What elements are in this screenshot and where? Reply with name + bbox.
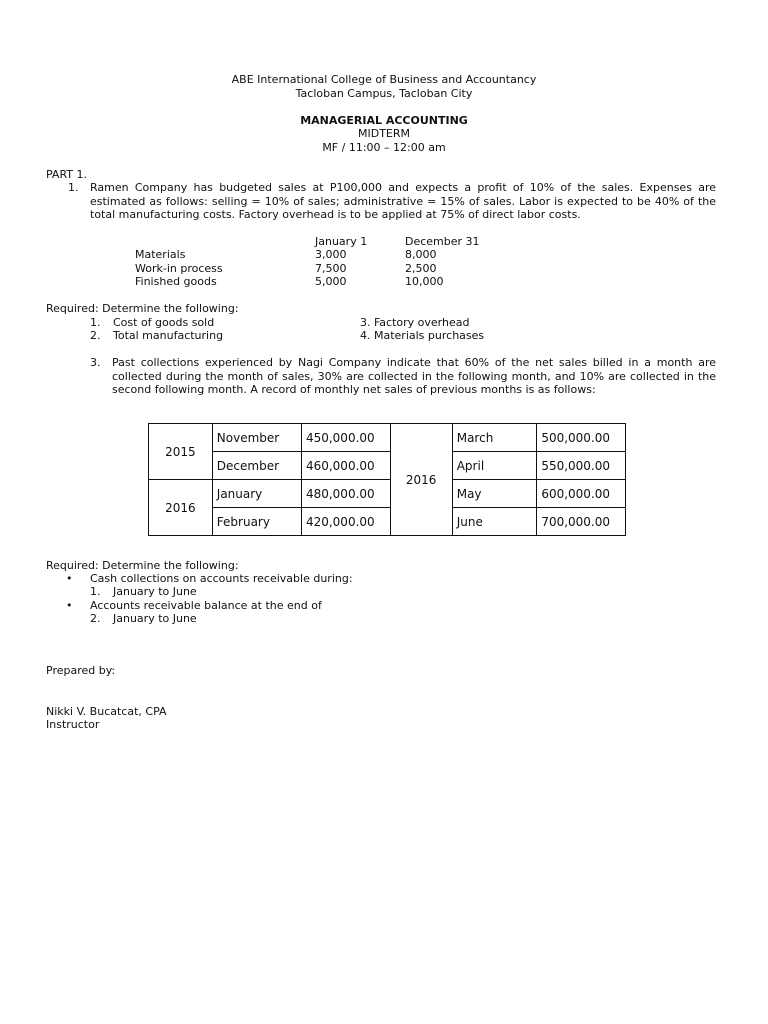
inventory-value: 8,000 bbox=[405, 248, 437, 261]
part-label: PART 1. bbox=[46, 168, 88, 181]
preparer-name: Nikki V. Bucatcat, CPA bbox=[46, 705, 167, 718]
inventory-value: 3,000 bbox=[315, 248, 347, 261]
inventory-row-label: Work-in process bbox=[135, 262, 223, 275]
prepared-by-label: Prepared by: bbox=[46, 664, 116, 677]
required-sub-item: January to June bbox=[113, 585, 197, 598]
month-cell: April bbox=[452, 452, 537, 480]
required-sub-number: 1. bbox=[90, 585, 101, 598]
q1-text: Ramen Company has budgeted sales at P100,000 and expects a profit of 10% of the sales. Expenses are estimated as follows: selling = 10% of sales; administrative = 15% of sales. Labor is expected to be 40% of the total manufacturing costs. Factory overhead is to be applied at 75% of direct labor costs. bbox=[90, 181, 716, 221]
bullet: • bbox=[66, 572, 73, 585]
inventory-row-label: Finished goods bbox=[135, 275, 217, 288]
required-bullet-item: Cash collections on accounts receivable during: bbox=[90, 572, 353, 585]
amount-cell: 600,000.00 bbox=[537, 480, 626, 508]
q3-text: Past collections experienced by Nagi Company indicate that 60% of the net sales billed in a month are collected during the month of sales, 30% are collected in the following month, and 10% are collected in the second following month. A record of monthly net sales of previous months is as follows: bbox=[112, 356, 716, 396]
table-row bbox=[149, 480, 626, 508]
year-cell: 2016 bbox=[390, 424, 452, 536]
table-row bbox=[149, 508, 626, 536]
month-cell: December bbox=[212, 452, 301, 480]
exam-schedule: MF / 11:00 – 12:00 am bbox=[322, 141, 446, 154]
required-item: 3. Factory overhead bbox=[360, 316, 470, 329]
preparer-title: Instructor bbox=[46, 718, 100, 731]
month-cell: November bbox=[212, 424, 301, 452]
bullet: • bbox=[66, 599, 73, 612]
inventory-value: 10,000 bbox=[405, 275, 444, 288]
month-cell: February bbox=[212, 508, 301, 536]
required-heading: Required: Determine the following: bbox=[46, 302, 239, 315]
amount-cell: 700,000.00 bbox=[537, 508, 626, 536]
required-item-number: 1. bbox=[90, 316, 101, 329]
institution-name: ABE International College of Business and Accountancy bbox=[231, 73, 537, 86]
amount-cell: 420,000.00 bbox=[301, 508, 390, 536]
q1-number: 1. bbox=[68, 181, 79, 194]
inventory-value: 5,000 bbox=[315, 275, 347, 288]
amount-cell: 480,000.00 bbox=[301, 480, 390, 508]
required-sub-item: January to June bbox=[113, 612, 197, 625]
inventory-value: 7,500 bbox=[315, 262, 347, 275]
required-item: Total manufacturing bbox=[113, 329, 224, 342]
q3-number: 3. bbox=[90, 356, 101, 369]
amount-cell: 460,000.00 bbox=[301, 452, 390, 480]
amount-cell: 500,000.00 bbox=[537, 424, 626, 452]
month-cell: January bbox=[212, 480, 301, 508]
inventory-col-december: December 31 bbox=[405, 235, 480, 248]
table-row bbox=[149, 452, 626, 480]
exam-type: MIDTERM bbox=[357, 127, 410, 140]
campus-name: Tacloban Campus, Tacloban City bbox=[295, 87, 473, 100]
required-heading: Required: Determine the following: bbox=[46, 559, 239, 572]
table-row bbox=[149, 424, 626, 452]
amount-cell: 450,000.00 bbox=[301, 424, 390, 452]
inventory-col-january: January 1 bbox=[315, 235, 368, 248]
inventory-row-label: Materials bbox=[135, 248, 186, 261]
month-cell: May bbox=[452, 480, 537, 508]
required-bullet-item: Accounts receivable balance at the end of bbox=[90, 599, 322, 612]
required-item: 4. Materials purchases bbox=[360, 329, 485, 342]
inventory-value: 2,500 bbox=[405, 262, 437, 275]
year-cell: 2016 bbox=[149, 480, 213, 536]
amount-cell: 550,000.00 bbox=[537, 452, 626, 480]
year-cell: 2015 bbox=[149, 424, 213, 480]
course-title: MANAGERIAL ACCOUNTING bbox=[300, 114, 468, 127]
required-sub-number: 2. bbox=[90, 612, 101, 625]
monthly-sales-table bbox=[148, 423, 626, 536]
month-cell: March bbox=[452, 424, 537, 452]
required-item-number: 2. bbox=[90, 329, 101, 342]
required-item: Cost of goods sold bbox=[113, 316, 215, 329]
month-cell: June bbox=[452, 508, 537, 536]
